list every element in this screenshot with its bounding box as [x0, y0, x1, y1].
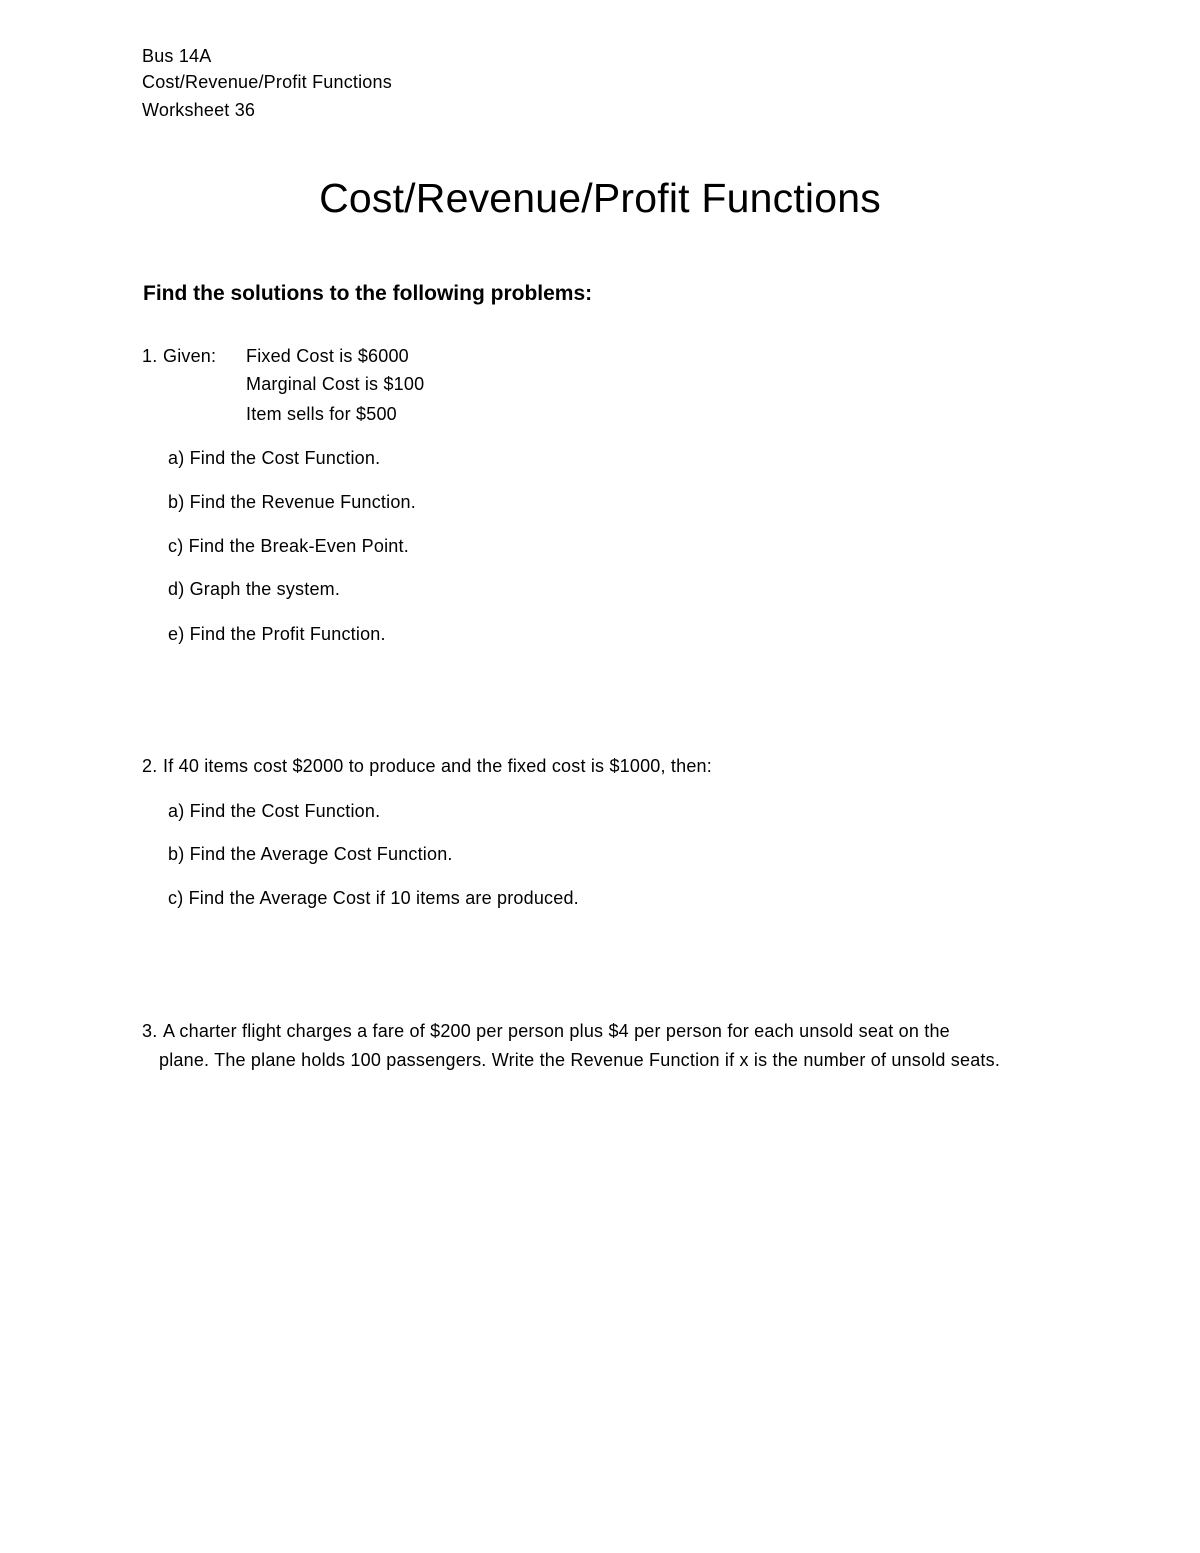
course-label: Bus 14A: [142, 46, 212, 66]
problem-1-part-c: c) Find the Break-Even Point.: [168, 536, 409, 556]
worksheet-label: Worksheet 36: [142, 100, 256, 120]
problem-1-part-d: d) Graph the system.: [168, 579, 341, 599]
problem-1-part-b: b) Find the Revenue Function.: [168, 492, 416, 512]
topic-label: Cost/Revenue/Profit Functions: [142, 72, 392, 92]
problem-3-line-2: plane. The plane holds 100 passengers. Write the Revenue Function if x is the number of unsold seats.: [159, 1050, 1001, 1070]
instructions-heading: Find the solutions to the following problems:: [143, 282, 593, 305]
problem-2-part-b: b) Find the Average Cost Function.: [168, 844, 453, 864]
problem-3-number: 3.: [142, 1021, 158, 1041]
problem-2-part-a: a) Find the Cost Function.: [168, 801, 381, 821]
problem-1-number: 1.: [142, 346, 158, 366]
problem-2-text: If 40 items cost $2000 to produce and the fixed cost is $1000, then:: [163, 756, 712, 776]
problem-1-part-a: a) Find the Cost Function.: [168, 448, 381, 468]
problem-2-number: 2.: [142, 756, 158, 776]
problem-1-given-price: Item sells for $500: [246, 404, 397, 424]
problem-1-given-marginal-cost: Marginal Cost is $100: [246, 374, 425, 394]
problem-1-given-fixed-cost: Fixed Cost is $6000: [246, 346, 409, 366]
problem-2-part-c: c) Find the Average Cost if 10 items are produced.: [168, 888, 579, 908]
problem-1-given-label: Given:: [163, 346, 217, 366]
problem-1-part-e: e) Find the Profit Function.: [168, 624, 386, 644]
page-title: Cost/Revenue/Profit Functions: [319, 175, 881, 221]
problem-3-line-1: A charter flight charges a fare of $200 per person plus $4 per person for each unsold seat on the: [163, 1021, 950, 1041]
